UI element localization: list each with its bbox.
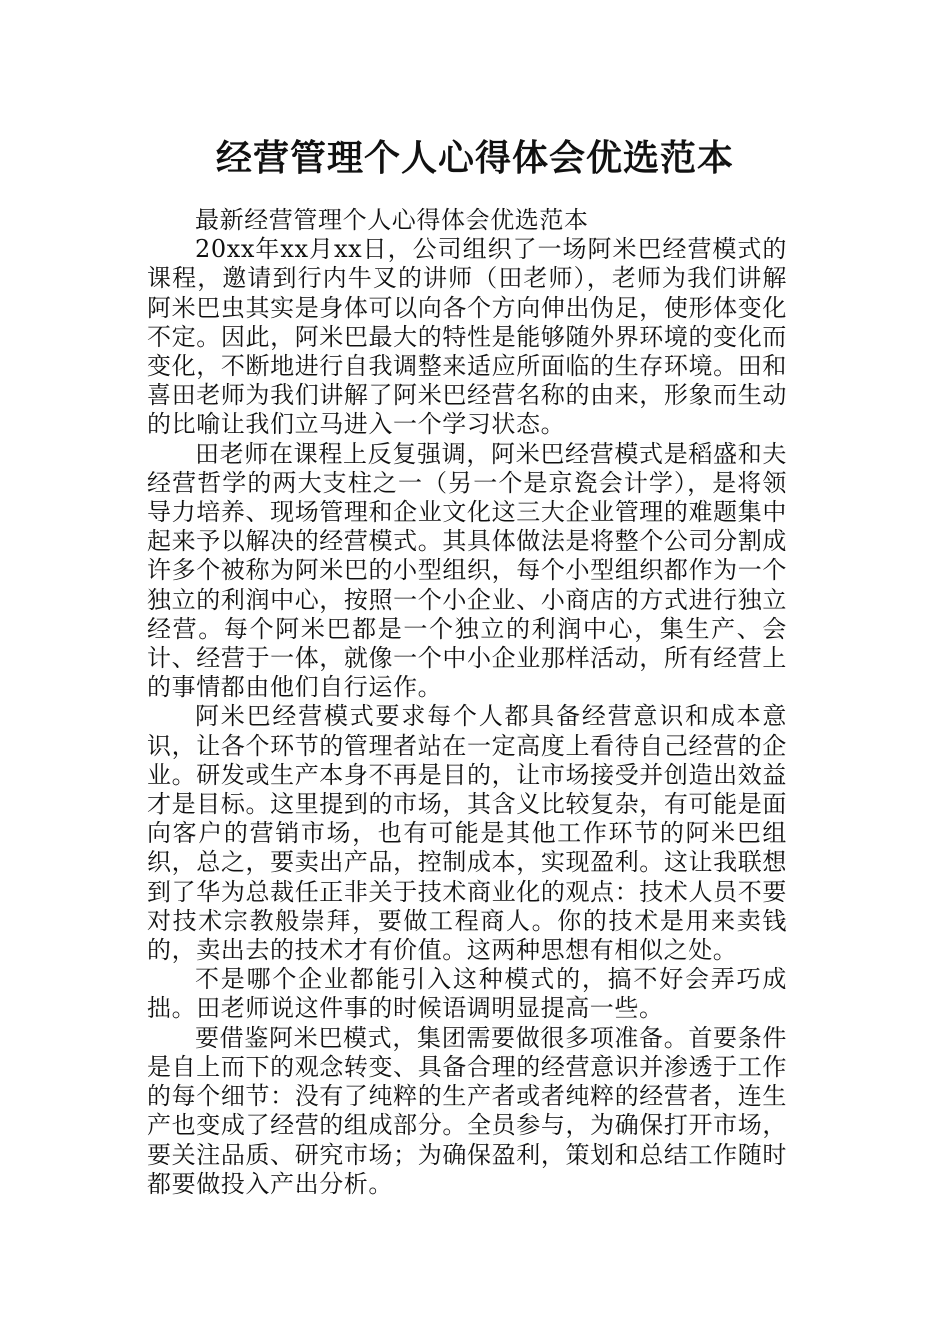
document-body <box>147 206 787 1199</box>
paragraph: 要借鉴阿米巴模式，集团需要做很多项准备。首要条件是自上而下的观念转变、具备合理的经营意识并渗透于工作的每个细节：没有了纯粹的生产者或者纯粹的经营者，连生产也变成了经营的组成部分。全员参与，为确保打开市场，要关注品质、研究市场；为确保盈利，策划和总结工作随时都要做投入产出分析。 <box>147 1023 787 1198</box>
paragraph: 20xx年xx月xx日，公司组织了一场阿米巴经营模式的课程，邀请到行内牛叉的讲师（田老师），老师为我们讲解阿米巴虫其实是身体可以向各个方向伸出伪足，使形体变化不定。因此，阿米巴最大的特性是能够随外界环境的变化而变化，不断地进行自我调整来适应所面临的生存环境。田和喜田老师为我们讲解了阿米巴经营名称的由来，形象而生动的比喻让我们立马进入一个学习状态。 <box>147 235 787 439</box>
paragraph: 阿米巴经营模式要求每个人都具备经营意识和成本意识，让各个环节的管理者站在一定高度上看待自己经营的企业。研发或生产本身不再是目的，让市场接受并创造出效益才是目标。这里提到的市场，其含义比较复杂，有可能是面向客户的营销市场，也有可能是其他工作环节的阿米巴组织，总之，要卖出产品，控制成本，实现盈利。这让我联想到了华为总裁任正非关于技术商业化的观点：技术人员不要对技术宗教般崇拜，要做工程商人。你的技术是用来卖钱的，卖出去的技术才有价值。这两种思想有相似之处。 <box>147 702 787 965</box>
document-title: 经营管理个人心得体会优选范本 <box>215 137 734 179</box>
paragraph: 田老师在课程上反复强调，阿米巴经营模式是稻盛和夫经营哲学的两大支柱之一（另一个是京瓷会计学），是将领导力培养、现场管理和企业文化这三大企业管理的难题集中起来予以解决的经营模式。其具体做法是将整个公司分割成许多个被称为阿米巴的小型组织，每个小型组织都作为一个独立的利润中心，按照一个小企业、小商店的方式进行独立经营。每个阿米巴都是一个独立的利润中心，集生产、会计、经营于一体，就像一个中小企业那样活动，所有经营上的事情都由他们自行运作。 <box>147 439 787 702</box>
paragraph-subtitle: 最新经营管理个人心得体会优选范本 <box>195 206 589 234</box>
paragraph: 不是哪个企业都能引入这种模式的，搞不好会弄巧成拙。田老师说这件事的时候语调明显提高一些。 <box>147 965 787 1023</box>
